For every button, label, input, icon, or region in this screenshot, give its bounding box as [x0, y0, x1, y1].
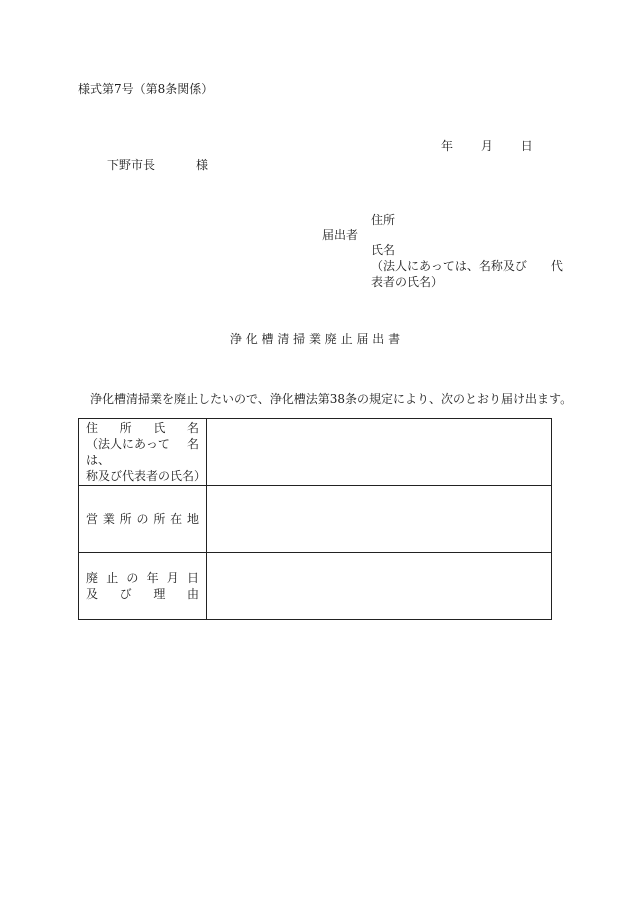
notification-table	[78, 418, 552, 620]
address-name-value-cell[interactable]	[207, 419, 552, 486]
abolition-reason-label: 及 び 理 由	[86, 587, 199, 601]
abolition-date-label: 廃 止 の 年 月 日	[86, 570, 199, 585]
table-row	[79, 486, 552, 553]
addressee-title: 下野市長	[107, 158, 156, 172]
address-label: 住所	[371, 213, 396, 227]
date-month: 月	[480, 139, 493, 153]
address-name-label-cell	[79, 419, 207, 486]
name-label: 氏名	[371, 243, 396, 257]
addressee-honorific: 様	[196, 158, 209, 172]
corp-note-line2: 表者の氏名）	[371, 275, 444, 289]
office-location-label: 営 業 所 の 所 在 地	[86, 511, 199, 526]
date-line	[441, 138, 533, 154]
form-number: 様式第7号（第8条関係）	[78, 82, 214, 96]
applicant-label: 届出者	[322, 228, 359, 242]
corp-note-line1: （法人にあっては、名称及び 代	[371, 259, 563, 273]
table-row	[79, 419, 552, 486]
body-text: 浄化槽清掃業を廃止したいので、浄化槽法第38条の規定により、次のとおり届け出ます。	[90, 392, 573, 406]
abolition-date-reason-value-cell[interactable]	[207, 553, 552, 620]
address-name-note-line2: 称及び代表者の氏名）	[86, 469, 207, 484]
document-title: 浄 化 槽 清 掃 業 廃 止 届 出 書	[229, 332, 401, 346]
date-year: 年	[441, 139, 454, 153]
table-row	[79, 553, 552, 620]
date-day: 日	[520, 139, 533, 153]
address-name-note-line1: （法人にあっては、 名	[86, 436, 199, 467]
address-name-label: 住 所 氏 名	[86, 420, 199, 435]
abolition-date-label-cell	[79, 553, 207, 620]
office-location-label-cell	[79, 486, 207, 553]
office-location-value-cell[interactable]	[207, 486, 552, 553]
